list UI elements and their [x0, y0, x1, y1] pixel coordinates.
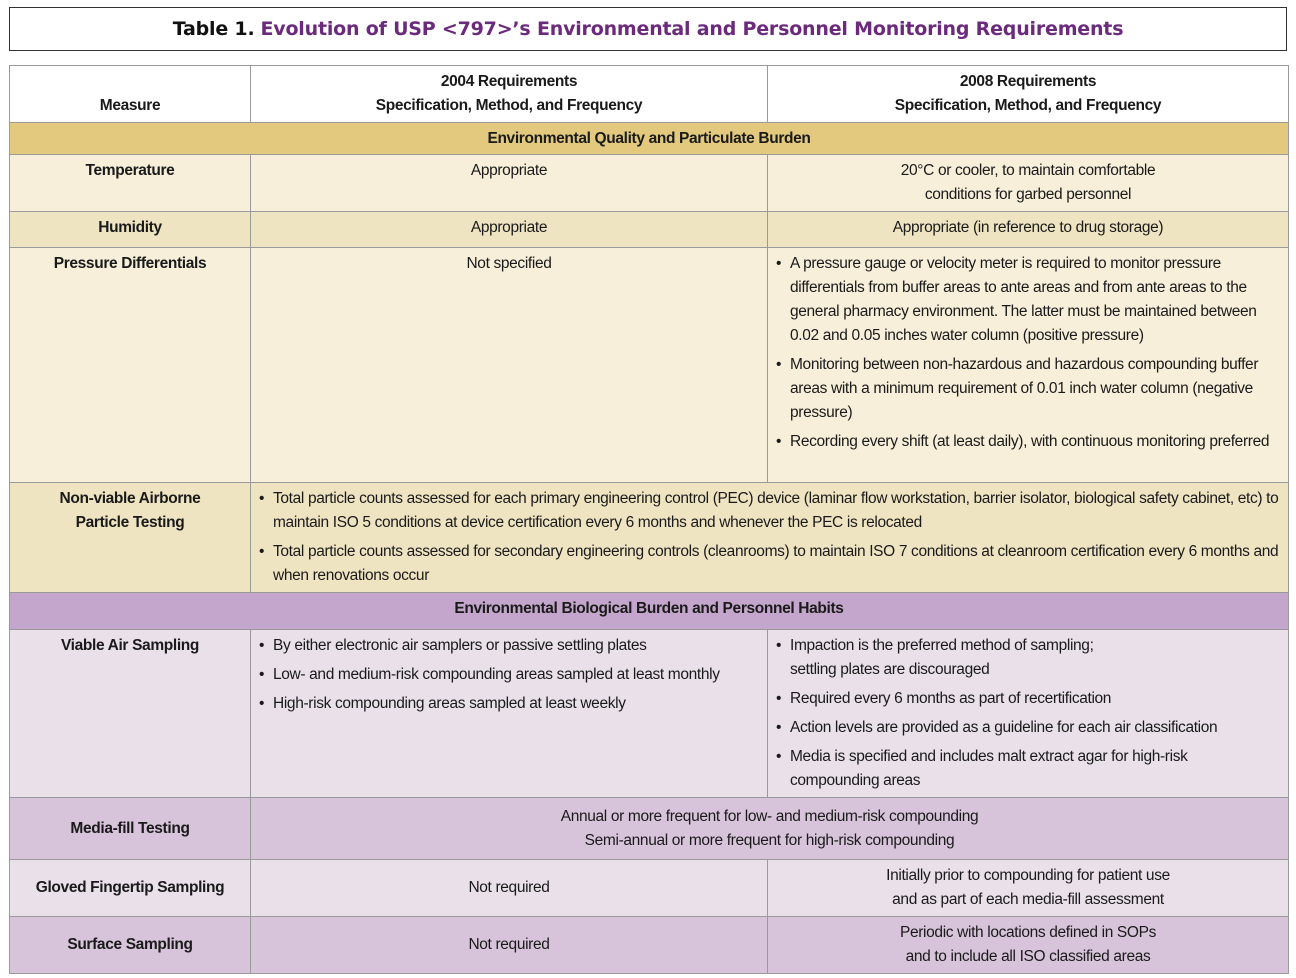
table-title [9, 7, 1287, 51]
measure-viable-air: Viable Air Sampling [10, 630, 251, 798]
list-item: • By either electronic air samplers or passive settling plates [259, 634, 759, 658]
list-item: • Required every 6 months as part of recertification [776, 687, 1280, 711]
header-2008: 2008 Requirements Specification, Method, and Frequency [768, 66, 1289, 123]
measure-gloved: Gloved Fingertip Sampling [10, 860, 251, 917]
list-item: • Total particle counts assessed for each primary engineering control (PEC) device (laminar flow workstation, barrier isolator, biological safety cabinet, etc) to maintain ISO 5 conditions at device certification every 6 months and whenever the PEC is relocated [259, 487, 1280, 535]
header-2004: 2004 Requirements Specification, Method, and Frequency [251, 66, 768, 123]
table-row [10, 860, 1289, 917]
gloved-2004: Not required [251, 860, 768, 917]
section-biological [10, 593, 1289, 630]
humidity-2004: Appropriate [251, 212, 768, 248]
table-row [10, 483, 1289, 593]
measure-pressure: Pressure Differentials [10, 248, 251, 483]
viable-air-2008 [768, 630, 1289, 798]
pressure-2008 [768, 248, 1289, 483]
table-row [10, 155, 1289, 212]
measure-media-fill: Media-fill Testing [10, 798, 251, 860]
measure-temperature: Temperature [10, 155, 251, 212]
table-row [10, 630, 1289, 798]
pressure-2004: Not specified [251, 248, 768, 483]
humidity-2008: Appropriate (in reference to drug storage) [768, 212, 1289, 248]
temperature-2004: Appropriate [251, 155, 768, 212]
list-item: • Total particle counts assessed for secondary engineering controls (cleanrooms) to maintain ISO 7 conditions at cleanroom certification every 6 months and when renovations occur [259, 540, 1280, 588]
section-biological-label: Environmental Biological Burden and Personnel Habits [10, 593, 1289, 630]
surface-2008: Periodic with locations defined in SOPs and to include all ISO classified areas [768, 917, 1289, 974]
measure-humidity: Humidity [10, 212, 251, 248]
requirements-table [9, 65, 1289, 974]
list-item: • Media is specified and includes malt extract agar for high-risk compounding areas [776, 745, 1280, 793]
measure-surface: Surface Sampling [10, 917, 251, 974]
header-row [10, 66, 1289, 123]
list-item: • Recording every shift (at least daily), with continuous monitoring preferred [776, 430, 1280, 454]
section-environmental [10, 123, 1289, 155]
table-row [10, 798, 1289, 860]
nonviable-both [251, 483, 1289, 593]
list-item: • High-risk compounding areas sampled at least weekly [259, 692, 759, 716]
list-item: • Action levels are provided as a guideline for each air classification [776, 716, 1280, 740]
list-item: • A pressure gauge or velocity meter is required to monitor pressure differentials from buffer areas to ante areas and from ante areas to the general pharmacy environment. The latter must be maintained between 0.02 and 0.05 inches water column (positive pressure) [776, 252, 1280, 348]
table-title-label: Table 1. [172, 18, 255, 40]
list-item: • Monitoring between non-hazardous and hazardous compounding buffer areas with a minimum requirement of 0.01 inch water column (negative pressure) [776, 353, 1280, 425]
gloved-2008: Initially prior to compounding for patient use and as part of each media-fill assessment [768, 860, 1289, 917]
temperature-2008: 20°C or cooler, to maintain comfortable conditions for garbed personnel [768, 155, 1289, 212]
table-row [10, 917, 1289, 974]
media-fill-both: Annual or more frequent for low- and medium-risk compounding Semi-annual or more frequent for high-risk compounding [251, 798, 1289, 860]
table-title-text: Evolution of USP <797>’s Environmental and Personnel Monitoring Requirements [260, 18, 1124, 40]
viable-air-2004 [251, 630, 768, 798]
measure-nonviable: Non-viable Airborne Particle Testing [10, 483, 251, 593]
table-row [10, 248, 1289, 483]
header-measure: Measure [10, 66, 251, 123]
surface-2004: Not required [251, 917, 768, 974]
table-row [10, 212, 1289, 248]
list-item: • Low- and medium-risk compounding areas sampled at least monthly [259, 663, 759, 687]
list-item: • Impaction is the preferred method of sampling; settling plates are discouraged [776, 634, 1280, 682]
section-environmental-label: Environmental Quality and Particulate Burden [10, 123, 1289, 155]
